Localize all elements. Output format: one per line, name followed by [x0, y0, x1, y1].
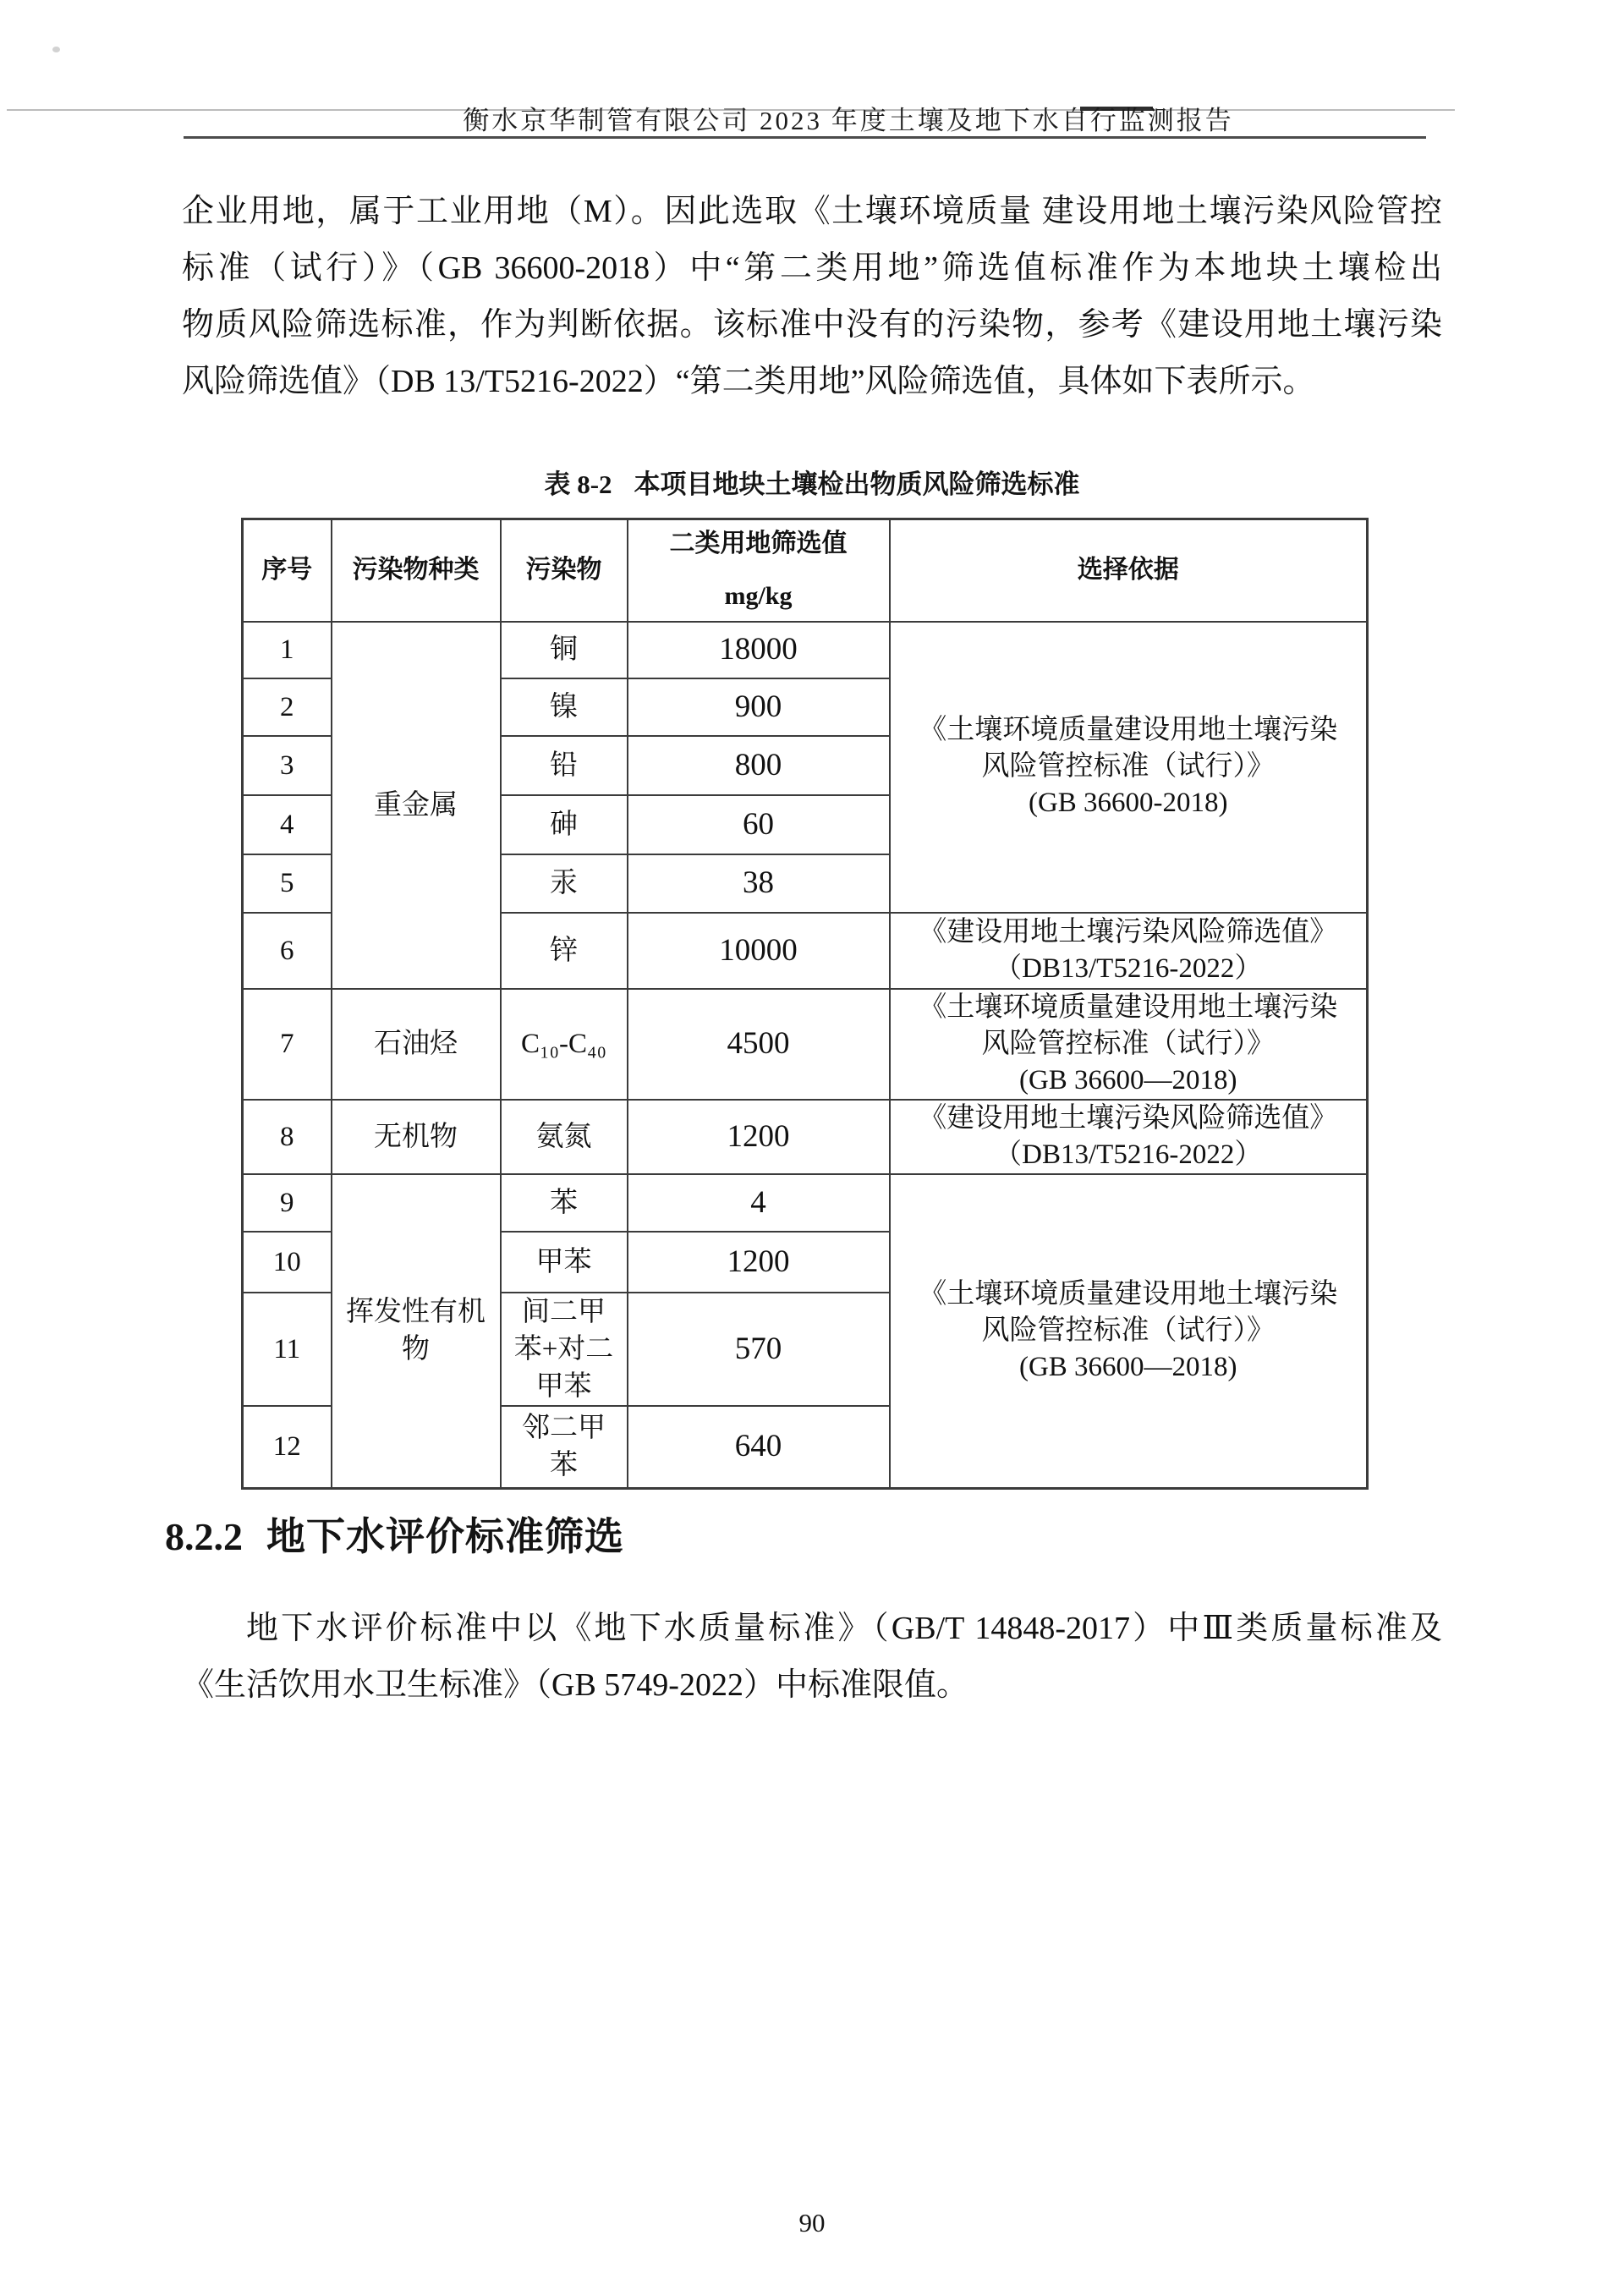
cell-value: 640 [628, 1406, 890, 1489]
col-header-category: 污染物种类 [332, 519, 501, 622]
cell-pollutant: 氨氮 [501, 1100, 628, 1174]
section-heading [165, 1513, 624, 1561]
cell-value: 18000 [628, 622, 890, 678]
table-caption-text: 本项目地块土壤检出物质风险筛选标准 [634, 469, 1080, 499]
scan-speck [52, 47, 60, 52]
cell-pollutant: 砷 [501, 795, 628, 854]
cell-no: 5 [243, 854, 332, 913]
table-caption [0, 468, 1624, 502]
cell-value: 4500 [628, 989, 890, 1100]
cell-basis-db5216 [890, 913, 1368, 989]
header-bottom-rule [184, 136, 1426, 139]
basis-line: 风险管控标准（试行）》 [981, 1028, 1275, 1059]
basis-line: 风险管控标准（试行）》 [981, 1315, 1275, 1346]
cell-basis-gb36600-dash [890, 1174, 1368, 1489]
basis-line: 《建设用地土壤污染风险筛选值》 [919, 916, 1338, 947]
cell-category-inorganic: 无机物 [332, 1100, 501, 1174]
table-header-row [243, 519, 1368, 622]
paragraph-line: 《生活饮用水卫生标准》（GB 5749-2022）中标准限值。 [182, 1667, 968, 1703]
cell-category-voc: 挥发性有机物 [332, 1174, 501, 1489]
paragraph-line: 物质风险筛选标准，作为判断依据。该标准中没有的污染物，参考《建设用地土壤污染 [182, 307, 1442, 343]
basis-line: （DB13/T5216-2022） [994, 1139, 1263, 1170]
cell-pollutant: 锌 [501, 913, 628, 989]
cell-no: 4 [243, 795, 332, 854]
screening-value-label: 二类用地筛选值 [669, 530, 848, 558]
cell-pollutant: 汞 [501, 854, 628, 913]
paragraph-line: 风险筛选值》（DB 13/T5216-2022）“第二类用地”风险筛选值，具体如下表所示。 [182, 364, 1315, 399]
basis-line: 《土壤环境质量建设用地土壤污染 [919, 991, 1338, 1023]
paragraph-line: 企业用地，属于工业用地（M）。因此选取《土壤环境质量 建设用地土壤污染风险管控 [182, 194, 1442, 229]
basis-line: （DB13/T5216-2022） [994, 953, 1263, 984]
cell-no: 1 [243, 622, 332, 678]
paragraph-line: 地下水评价标准中以《地下水质量标准》（GB/T 14848-2017）中Ⅲ类质量标准及 [246, 1611, 1442, 1646]
cell-value: 800 [628, 736, 890, 795]
col-header-pollutant: 污染物 [501, 519, 628, 622]
cell-value: 570 [628, 1293, 890, 1406]
col-header-basis: 选择依据 [890, 519, 1368, 622]
basis-line: 《土壤环境质量建设用地土壤污染 [919, 715, 1338, 745]
cell-pollutant: 镍 [501, 678, 628, 736]
cell-pollutant: 铅 [501, 736, 628, 795]
table-row [243, 622, 1368, 678]
table-row [243, 1100, 1368, 1174]
section-number: 8.2.2 [165, 1515, 243, 1558]
cell-value: 38 [628, 854, 890, 913]
cell-no: 7 [243, 989, 332, 1100]
cell-value: 60 [628, 795, 890, 854]
cell-no: 8 [243, 1100, 332, 1174]
cell-no: 10 [243, 1232, 332, 1293]
cell-pollutant: 邻二甲苯 [501, 1406, 628, 1489]
cell-category-petroleum: 石油烃 [332, 989, 501, 1100]
basis-line: 风险管控标准（试行）》 [981, 751, 1275, 782]
col-header-screening [628, 519, 890, 622]
screening-unit-label: mg/kg [724, 582, 793, 611]
cell-pollutant: 甲苯 [501, 1232, 628, 1293]
cell-no: 6 [243, 913, 332, 989]
cell-pollutant: C₁₀-C₄₀ [501, 989, 628, 1100]
intro-paragraph [182, 184, 1442, 410]
cell-pollutant: 苯 [501, 1174, 628, 1232]
basis-line: (GB 36600—2018) [1018, 1351, 1237, 1382]
table-caption-label: 表 8-2 [544, 469, 612, 499]
table-row [243, 1174, 1368, 1232]
basis-line: 《土壤环境质量建设用地土壤污染 [919, 1278, 1338, 1309]
cell-value: 10000 [628, 913, 890, 989]
section-title: 地下水评价标准筛选 [266, 1515, 624, 1558]
cell-no: 9 [243, 1174, 332, 1232]
cell-value: 1200 [628, 1100, 890, 1174]
cell-value: 900 [628, 678, 890, 736]
table-row [243, 989, 1368, 1100]
screening-standards-table [241, 518, 1369, 1490]
cell-value: 1200 [628, 1232, 890, 1293]
basis-line: (GB 36600—2018) [1018, 1064, 1237, 1095]
page-number: 90 [798, 2208, 826, 2237]
cell-no: 2 [243, 678, 332, 736]
paragraph-line: 标准（试行）》（GB 36600-2018）中“第二类用地”筛选值标准作为本地块土壤检出 [182, 250, 1442, 286]
cell-category-heavy-metal: 重金属 [332, 622, 501, 989]
cell-basis-gb36600 [890, 622, 1368, 913]
cell-basis-gb36600-dash [890, 989, 1368, 1100]
cell-no: 3 [243, 736, 332, 795]
cell-basis-db5216 [890, 1100, 1368, 1174]
groundwater-paragraph [182, 1600, 1442, 1714]
basis-line: 《建设用地土壤污染风险筛选值》 [919, 1102, 1338, 1134]
col-header-no: 序号 [243, 519, 332, 622]
basis-line: (GB 36600-2018) [1028, 788, 1228, 818]
cell-no: 12 [243, 1406, 332, 1489]
cell-pollutant: 间二甲苯+对二甲苯 [501, 1293, 628, 1406]
cell-value: 4 [628, 1174, 890, 1232]
cell-pollutant: 铜 [501, 622, 628, 678]
page-header-title: 衡水京华制管有限公司 2023 年度土壤及地下水自行监测报告 [463, 106, 1234, 135]
cell-no: 11 [243, 1293, 332, 1406]
